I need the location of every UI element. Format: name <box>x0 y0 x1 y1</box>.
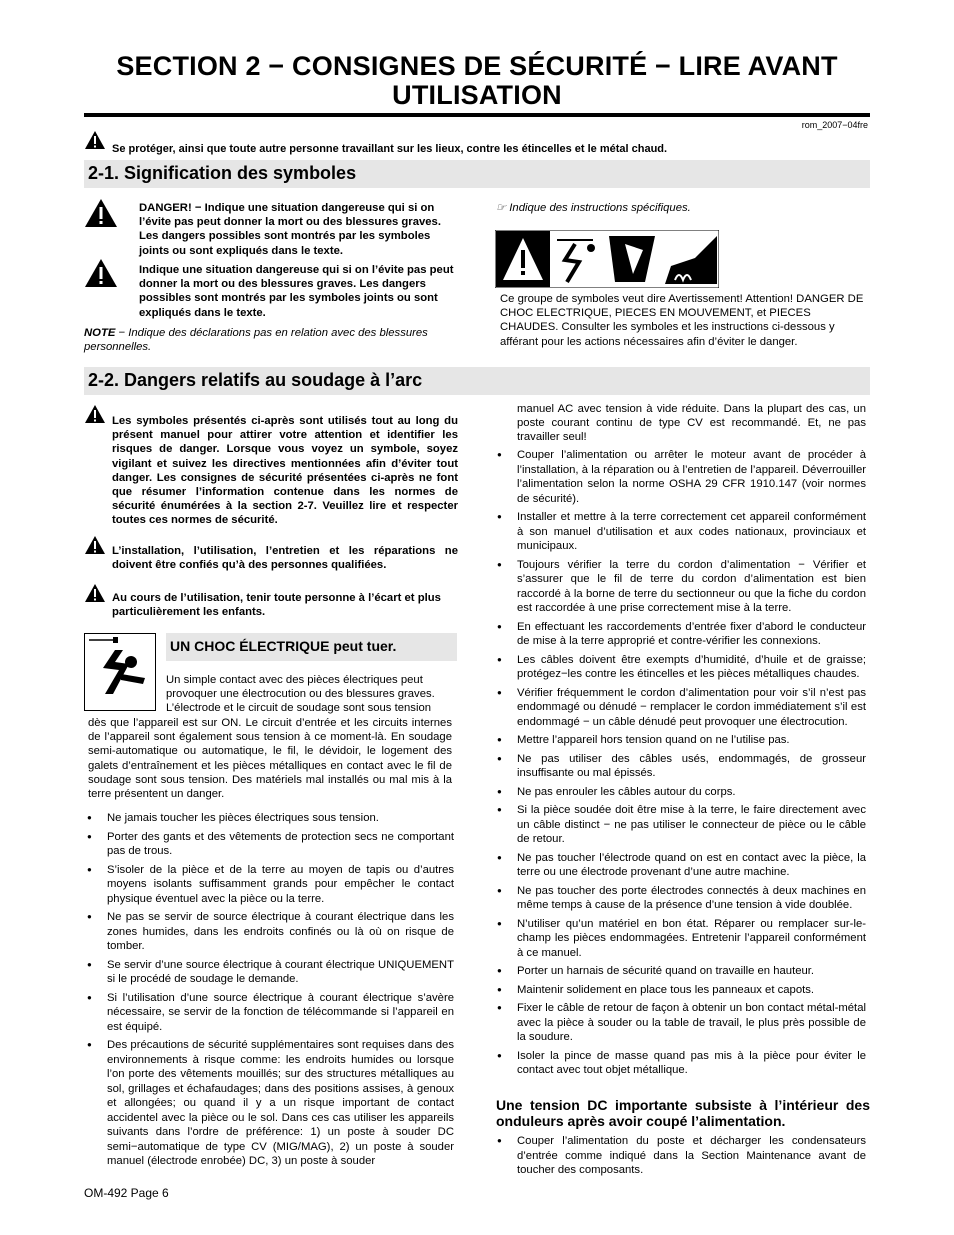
instructions-line <box>496 201 870 215</box>
section-2-heading-bar <box>84 367 870 395</box>
warning-text: Indique une situation dangereuse qui si on l’évite pas peut donner la mort ou des blessures graves. Les dangers possibles sont montrés par les symboles joints ou sont expliqués dans le texte. <box>139 264 454 319</box>
electric-shock-icon <box>84 633 156 711</box>
dc-voltage-heading: Une tension DC importante subsiste à l’intérieur des onduleurs après avoir coupé l’alimentation. <box>496 1097 870 1129</box>
note <box>84 326 458 354</box>
danger-icon <box>84 198 118 228</box>
hazard-symbols-group <box>495 230 719 288</box>
list-item: ● S’isoler de la pièce et de la terre au moyen de tapis ou d’autres moyens isolants suffisamment grands pour empêcher le contact physique éventuel avec la pièce ou la terre. <box>86 863 454 907</box>
left-bullet-list <box>86 811 454 1173</box>
danger-text: DANGER! − Indique une situation dangereuse qui si on l’évite pas peut donner la mort ou des blessures graves. Les dangers possibles sont montrés par les symboles joints ou sont expliqués dans le texte. <box>139 202 441 257</box>
list-item: ● N’utiliser qu’un matériel en bon état. Réparer ou remplacer sur-le-champ les pièces endommagées. Entretenir l’appareil conformément à ce manuel. <box>496 917 866 961</box>
warning-icon <box>84 535 106 555</box>
shock-heading: UN CHOC ÉLECTRIQUE peut tuer. <box>170 638 397 654</box>
right-bullet-list <box>496 448 866 1082</box>
list-item: ● Ne pas utiliser des câbles usés, endommagés, de grosseur insuffisante ou mal épissés. <box>496 752 866 781</box>
list-item: ● Se servir d’une source électrique à courant électrique UNIQUEMENT si le procédé de soudage le demande. <box>86 958 454 987</box>
section-1-heading: 2-1. Signification des symboles <box>88 163 357 183</box>
warning-icon <box>84 404 106 424</box>
list-item: ● Ne jamais toucher les pièces électriques sous tension. <box>86 811 454 826</box>
symbols-warning: Les symboles présentés ci-après sont utilisés tout au long du présent manuel pour attirer votre attention et identifier les risques de danger. Lorsque vous voyez un symbole, soyez vigilant et suivez les directives mentionnées afin d’éviter tout danger. Les consignes de sécurité présentées ci-après ne font que résumer l’information contenue dans les normes de sécurité énumérées à la section 2-7. Veuillez lire et respecter toutes ces normes de sécurité. <box>112 415 458 527</box>
title-rule <box>84 113 870 117</box>
dc-voltage-list <box>496 1134 866 1182</box>
section-1-heading-bar <box>84 160 870 188</box>
list-item: ● Porter des gants et des vêtements de protection secs ne comportant pas de trous. <box>86 830 454 859</box>
shock-intro-a: Un simple contact avec des pièces électriques peut provoquer une électrocution ou des blessures graves. L’électrode et le circuit de soudage sont sous tension <box>166 674 435 715</box>
list-item: ● Installer et mettre à la terre correctement cet appareil conformément à son manuel d’utilisation et aux codes nationaux, provinciaux et municipaux. <box>496 510 866 554</box>
shock-intro-b: dès que l’appareil est sur ON. Le circuit d’entrée et les circuits internes de l’appareil sont également sous tension à ce moment-là. En soudage semi-automatique ou automatique, le fil, le dévidoir, le logement des galets d’entraînement et les pièces métalliques en contact avec le fil de soudage sont sous tension. Des matériels mal installés ou mal mis à la terre présentent un danger. <box>88 717 452 801</box>
list-item: ● Fixer le câble de retour de façon à obtenir un bon contact métal-métal avec la pièce à souder ou la table de travail, le plus près possible de la soudure. <box>496 1001 866 1045</box>
list-item: ● Ne pas enrouler les câbles autour du corps. <box>496 785 866 800</box>
list-item: ● En effectuant les raccordements d’entrée fixer d’abord le conducteur de mise à la terre approprié et contre-vérifier les connexions. <box>496 620 866 649</box>
list-item: ● Ne pas toucher l’électrode quand on est en contact avec la pièce, la terre ou une électrode provenant d’une autre machine. <box>496 851 866 880</box>
intro-warning: Se protéger, ainsi que toute autre personne travaillant sur les lieux, contre les étincelles et le métal chaud. <box>112 143 668 155</box>
list-item: ● Porter un harnais de sécurité quand on travaille en hauteur. <box>496 964 866 979</box>
list-item: ● Ne pas se servir de source électrique à courant électrique dans les zones humides, dans les endroits confinés ou là où on risque de tomber. <box>86 910 454 954</box>
symbol-group-text: Ce groupe de symboles veut dire Avertissement! Attention! DANGER DE CHOC ELECTRIQUE, PIECES EN MOUVEMENT, et PIECES CHAUDES. Consulter les symboles et les instructions ci-dessous y afférant pour les actions nécessaires afin d’éviter le danger. <box>500 293 864 348</box>
list-item: ● Maintenir solidement en place tous les panneaux et capots. <box>496 983 866 998</box>
list-item: ● Mettre l’appareil hors tension quand on ne l’utilise pas. <box>496 733 866 748</box>
instructions-text: Indique des instructions spécifiques. <box>509 202 691 214</box>
children-warning: Au cours de l’utilisation, tenir toute personne à l’écart et plus particulièrement les enfants. <box>112 592 441 619</box>
continuation-text: manuel AC avec tension à vide réduite. Dans la plupart des cas, un poste courant continu de type CV est recommandé. Et, ne pas travailler seul! <box>517 403 866 444</box>
list-item: ● Des précautions de sécurité supplémentaires sont requises dans des environnements à risque comme: les endroits humides ou lorsque l’on porte des vêtements mouillés; sur des structures métalliques au sol, grillages et échafaudages; dans des positions assises, à genoux et allongées; ou quand il y a un risque important de contact accidentel avec la pièce ou le sol. Dans ces cas utiliser les appareils suivants dans l’ordre de préférence: 1) un poste à souder DC semi−automatique de type CV (MIG/MAG), 2) un poste à souder manuel (électrode enrobée) DC, 3) un poste à souder <box>86 1038 454 1169</box>
list-item: ● Ne pas toucher des porte électrodes connectés à deux machines en même temps à cause de la présence d’une tension à vide doublée. <box>496 884 866 913</box>
pointing-hand-icon: ☞ <box>496 202 507 214</box>
list-item: ● Si l’utilisation d’une source électrique à courant électrique s’avère nécessaire, se servir de la fonction de télécommande si l’appareil en est équipé. <box>86 991 454 1035</box>
note-label: NOTE <box>84 327 116 339</box>
list-item: ● Si la pièce soudée doit être mise à la terre, le faire directement avec un câble distinct − ne pas utiliser le connecteur de pièce ou le câble de retour. <box>496 803 866 847</box>
list-item: ● Les câbles doivent être exempts d’humidité, d’huile et de graisse; protégez−les contre les étincelles et les pièces métalliques chaudes. <box>496 653 866 682</box>
page-footer: OM-492 Page 6 <box>84 1186 169 1200</box>
list-item: ● Vérifier fréquemment le cordon d’alimentation pour voir s’il n’est pas endommagé ou dénudé − remplacer le cordon immédiatement s’il est endommagé − un câble dénudé peut provoquer une électrocution. <box>496 686 866 730</box>
section-2-heading: 2-2. Dangers relatifs au soudage à l’arc <box>88 370 423 390</box>
shock-heading-bar <box>166 633 457 661</box>
warning-icon <box>84 583 106 603</box>
list-item: ● Couper l’alimentation du poste et décharger les condensateurs d’entrée comme indiqué dans la Section Maintenance avant de toucher des composants. <box>496 1134 866 1178</box>
list-item: ● Couper l’alimentation ou arrêter le moteur avant de procéder à l’installation, à la réparation ou à l’entretien de l’appareil. Déverrouiller l’alimentation selon la norme OSHA 29 CFR 1910.147 (voir normes de sécurité). <box>496 448 866 506</box>
doc-reference: rom_2007−04fre <box>801 120 868 130</box>
note-text: − Indique des déclarations pas en relation avec des blessures personnelles. <box>84 327 428 354</box>
qualified-persons-warning: L’installation, l’utilisation, l’entretien et les réparations ne doivent être confiés qu’à des personnes qualifiées. <box>112 545 458 572</box>
list-item: ● Toujours vérifier la terre du cordon d’alimentation − Vérifier et s’assurer que le fil de terre du cordon d’alimentation est bien raccordé à la borne de terre du sectionneur ou que la fiche du cordon est raccordée à une prise correctement mise à la terre. <box>496 558 866 616</box>
list-item: ● Isoler la pince de masse quand pas mis à la pièce pour éviter le contact avec tout objet métallique. <box>496 1049 866 1078</box>
warning-icon <box>84 258 118 288</box>
warning-icon <box>84 130 106 150</box>
page-title: SECTION 2 − CONSIGNES DE SÉCURITÉ − LIRE AVANT UTILISATION <box>116 51 838 110</box>
